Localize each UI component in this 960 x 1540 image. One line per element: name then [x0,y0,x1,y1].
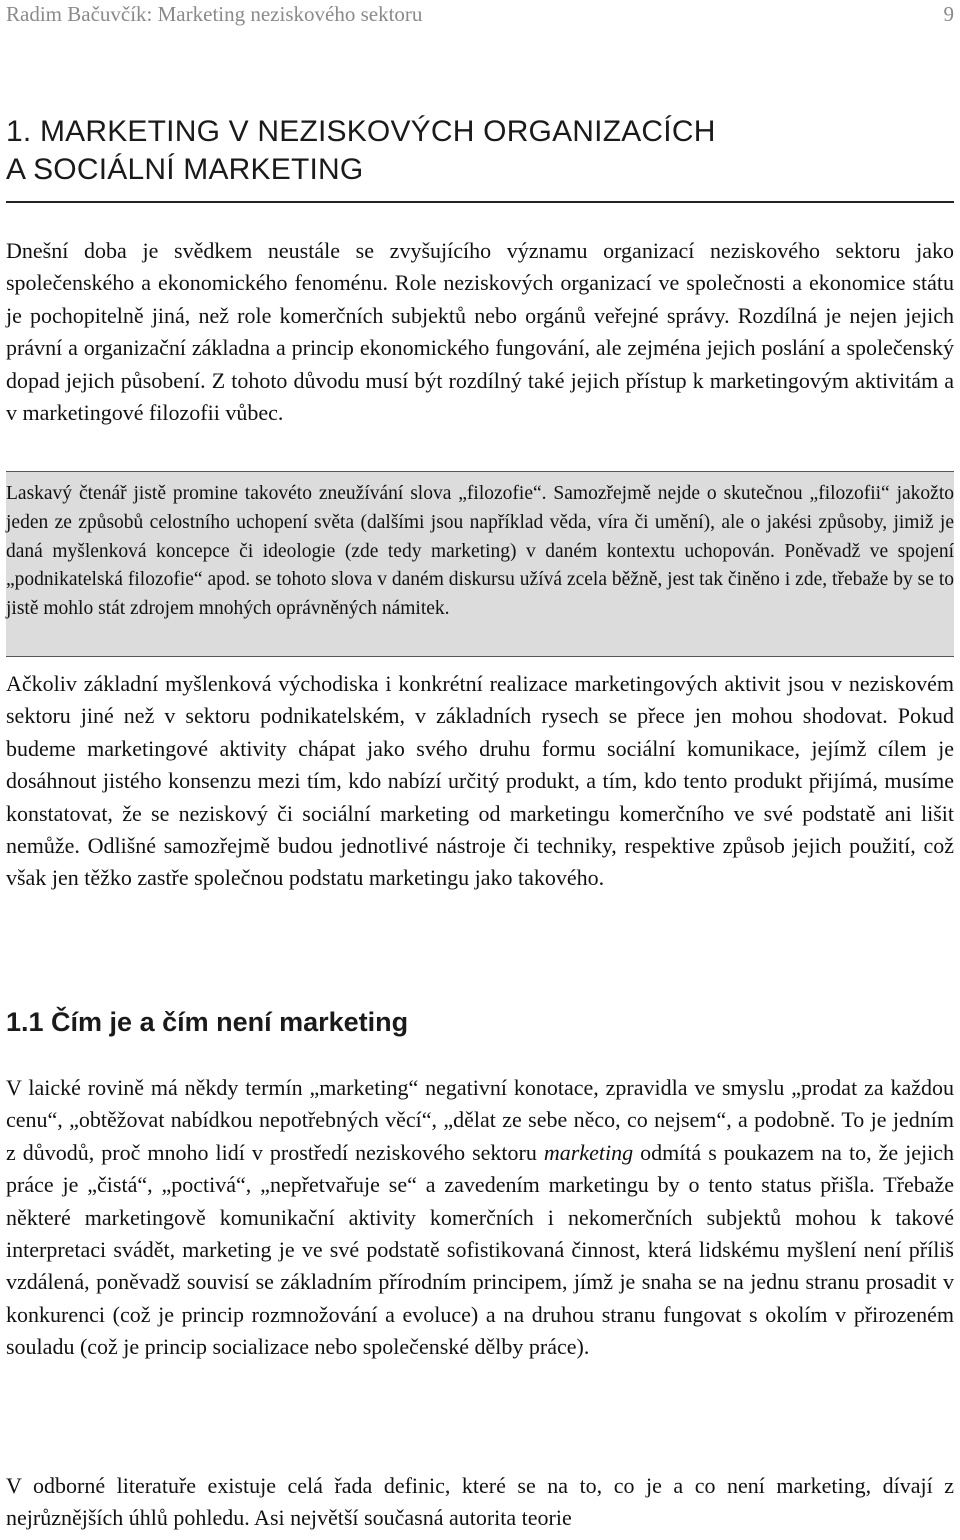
chapter-title [6,113,954,189]
paragraph-intro: Dnešní doba je svědkem neustále se zvyšujícího významu organizací neziskového sektoru jako společenského a ekonomického fenoménu. Role neziskových organizací ve společnosti a ekonomice státu je pochopitelně jiná, než role komerčních subjektů nebo orgánů veřejné správy. Rozdílná je nejen jejich právní a organizační základna a princip ekonomického fungování, ale zejména jejich poslání a společenský dopad jejich působení. Z tohoto důvodu musí být rozdílný také jejich přístup k marketingovým aktivitám a v marketingové filozofii vůbec. [6,238,954,426]
section-title: 1.1 Čím je a čím není marketing [6,1007,409,1037]
running-title: Radim Bačuvčík: Marketing neziskového sektoru [6,2,423,26]
running-header [6,2,954,32]
paragraph-third-part1: V laické rovině má někdy termín „marketing“ negativní konotace, zpravidla ve smyslu „prodat za každou cenu“, „obtěžovat nabídkou nepotřebných věcí“, „dělat ze sebe něco, co nejsem“, a podobně. To je jedním z důvodů, proč mnoho lidí v prostředí neziskového sektoru [6,1075,954,1165]
page-number: 9 [943,2,954,26]
paragraph-second: Ačkoliv základní myšlenková východiska i konkrétní realizace marketingových aktivit jsou v neziskovém sektoru jiné než v sektoru podnikatelském, v základních rysech se přece jen mohou shodovat. Pokud budeme marketingové aktivity chápat jako svého druhu formu sociální komunikace, jejímž cílem je dosáhnout jistého konsenzu mezi tím, kdo nabízí určitý produkt, a tím, kdo tento produkt přijímá, musíme konstatovat, že se neziskový či sociální marketing od marketingu komerčního ve své podstatě ani lišit nemůže. Odlišné samozřejmě budou jednotlivé nástroje či techniky, respektive způsob jejich použití, což však jen těžko zastře společnou podstatu marketingu jako takového. [6,671,954,891]
document-page [6,0,954,1540]
paragraph-fourth: V odborné literatuře existuje celá řada definic, které se na to, co je a co není marketing, dívají z nejrůznějších úhlů pohledu. Asi největší současná autorita teorie [6,1473,954,1531]
chapter-title-line1: 1. MARKETING V NEZISKOVÝCH ORGANIZACÍCH [6,115,716,148]
note-text: Laskavý čtenář jistě promine takovéto zneužívání slova „filozofie“. Samozřejmě nejde o skutečnou „filozofii“ jakožto jeden ze způsobů celostního uchopení světa (dalšími jsou například věda, víra či umění), ale o jakési způsoby, jimiž je daná myšlenková koncepce či ideologie (zde tedy marketing) v daném kontextu uchopován. Poněvadž ve spojení „podnikatelská filozofie“ apod. se tohoto slova v daném diskursu užívá zcela běžně, jest tak činěno i zde, třebaže by se to jistě mohlo stát zdrojem mnohých oprávněných námitek. [6,483,954,620]
paragraph-third-part2: odmítá s poukazem na to, že jejich práce je „čistá“, „poctivá“, „nepřetvařuje se“ a zavedením marketingu by o tento status přišla. Třebaže některé marketingově komunikační aktivity komerčních i nekomerčních subjektů mohou k takové interpretaci svádět, marketing je ve své podstatě sofistikovaná činnost, která lidskému myšlení není příliš vzdálená, poněvadž souvisí se základním přírodním principem, jímž je snaha se na jednu stranu prosadit v konkurenci (což je princip rozmnožování a evoluce) a na druhou stranu fungovat s okolím v přirozeném souladu (což je princip socializace nebo společenské dělby práce). [6,1139,954,1360]
chapter-rule [6,201,954,203]
paragraph-third-italic: marketing [543,1139,634,1165]
chapter-title-line2: A SOCIÁLNÍ MARKETING [6,153,364,186]
note-box [6,471,954,657]
paragraph-third [6,1072,954,1364]
